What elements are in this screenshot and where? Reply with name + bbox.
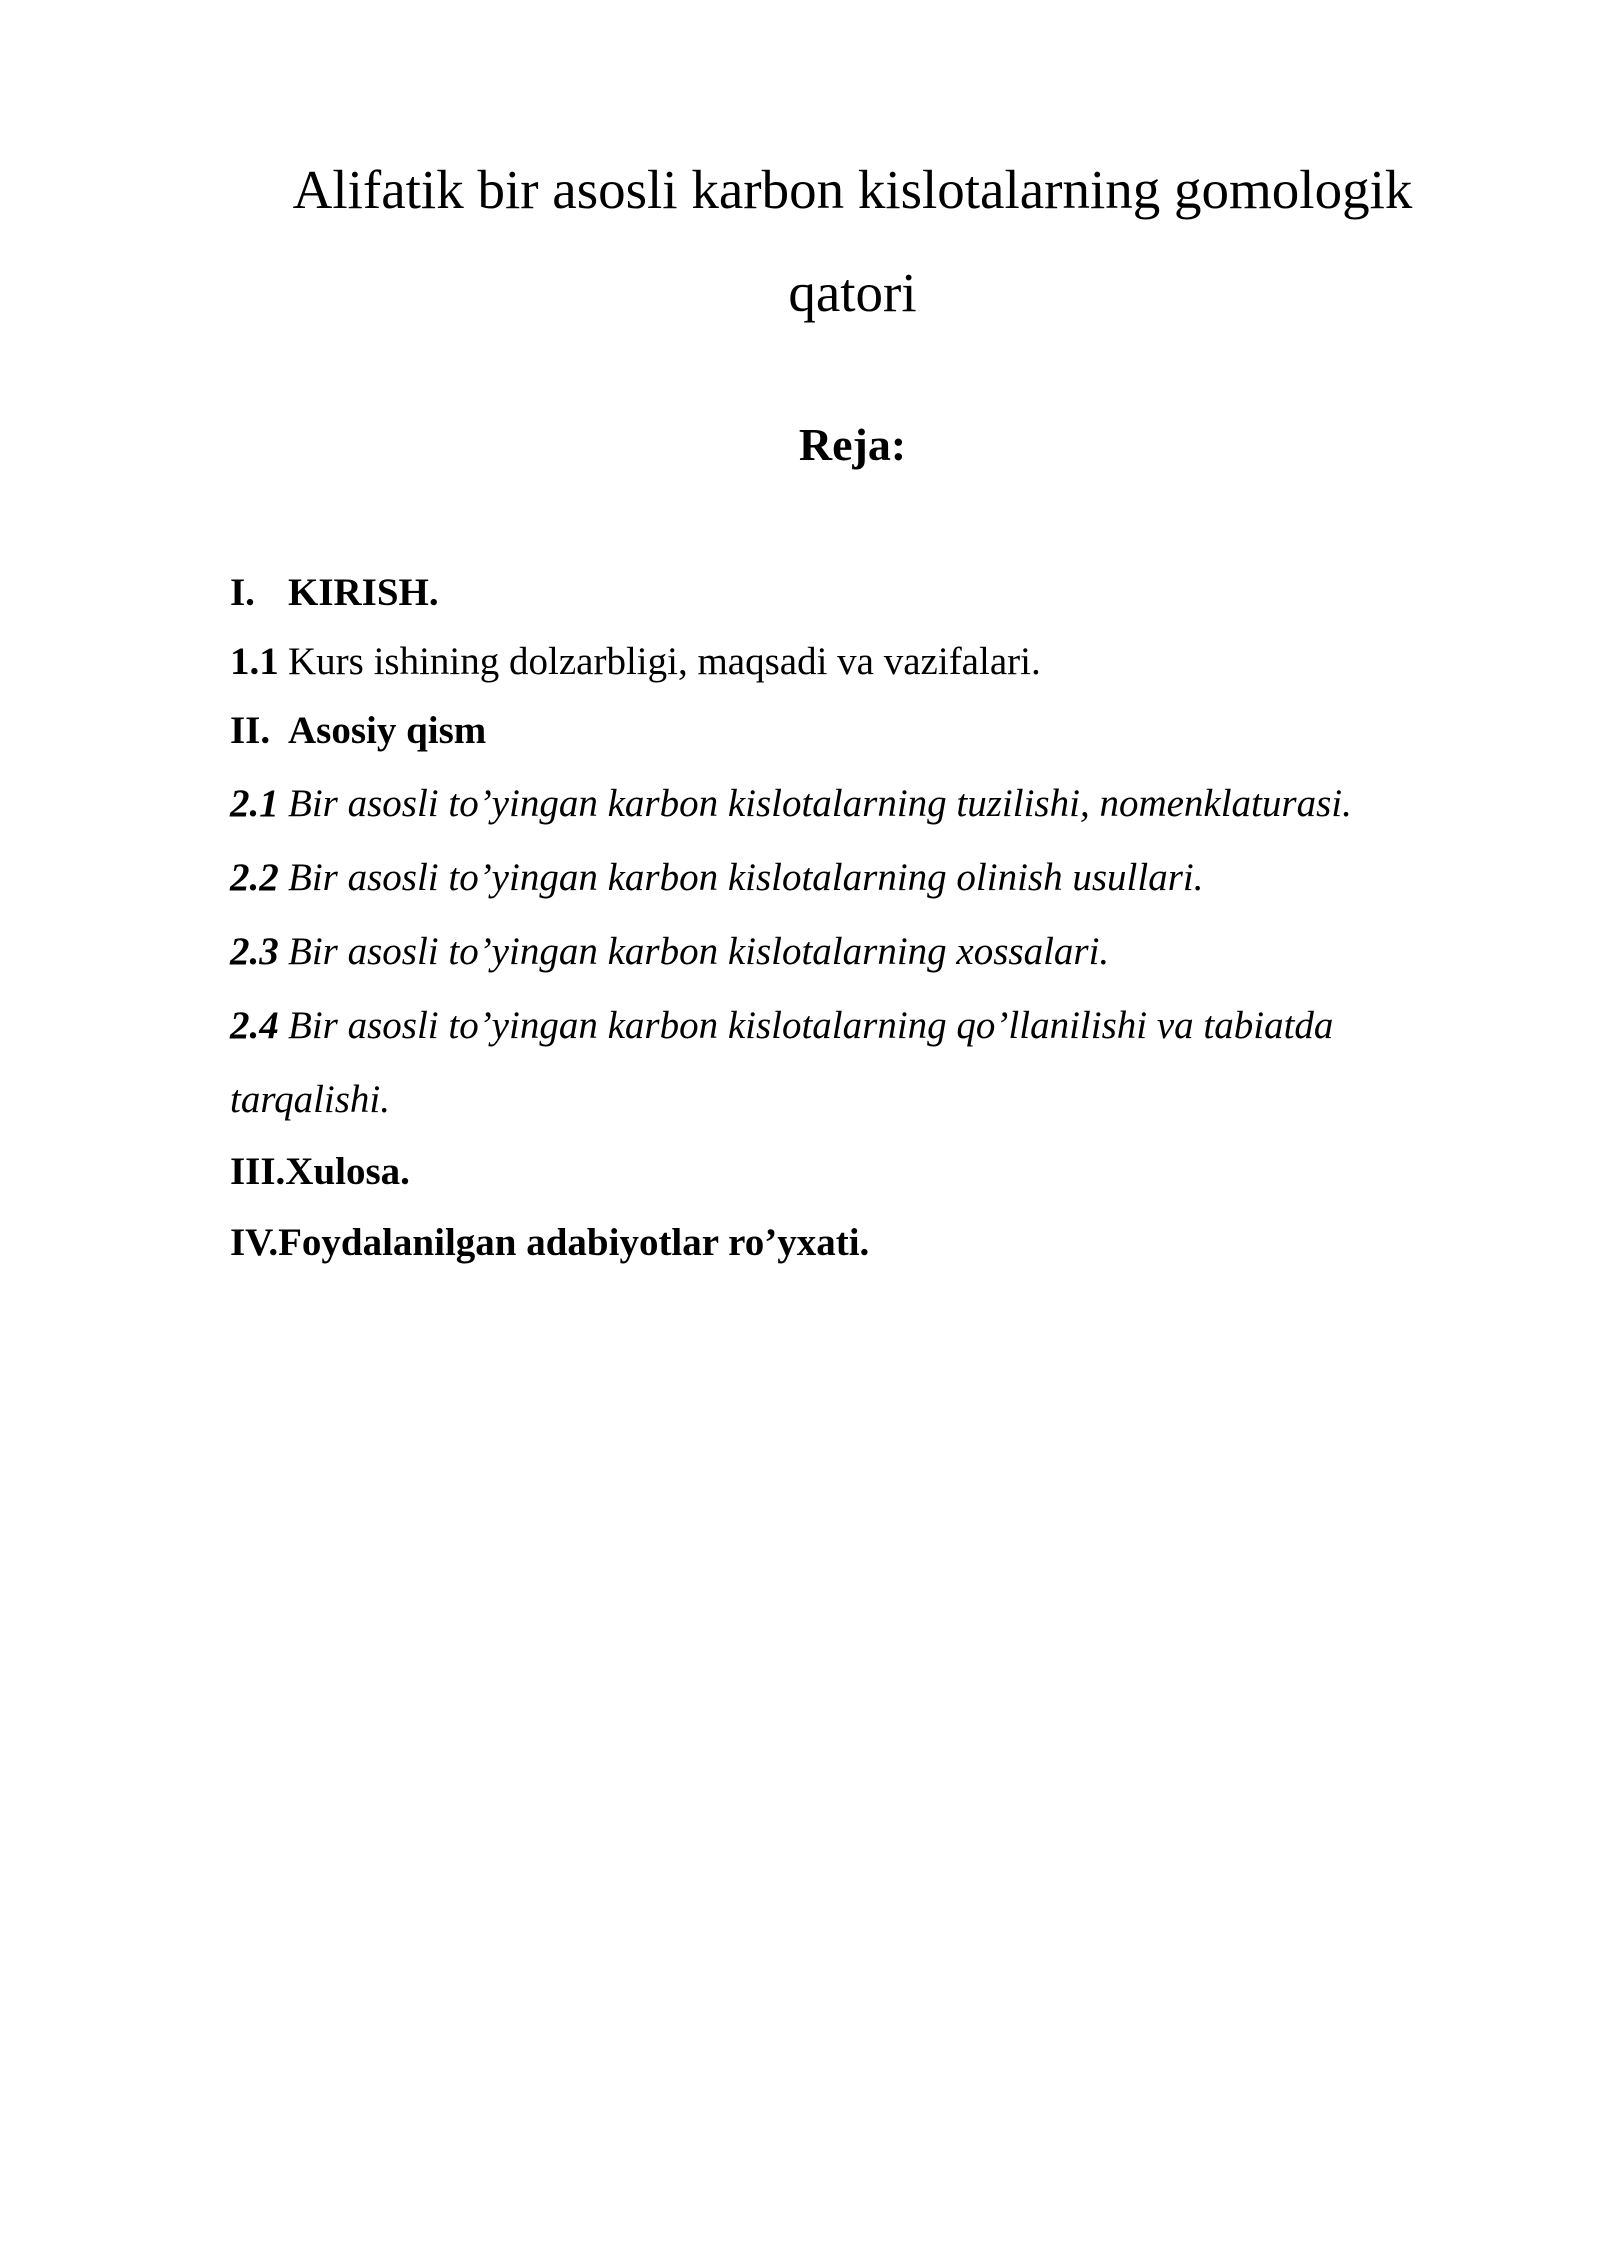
toc-item-number: 2.1 <box>230 782 279 825</box>
document-title-line-1: Alifatik bir asosli karbon kislotalarning gomologik <box>292 159 1413 220</box>
toc-item-main-part <box>230 703 1475 759</box>
toc-item-text: KIRISH. <box>288 571 439 614</box>
toc-item-text: Asosiy qism <box>288 709 487 752</box>
toc-item-introduction <box>230 565 1475 621</box>
toc-item-text: Bir asosli to’yingan karbon kislotalarning xossalari. <box>288 930 1110 973</box>
toc-item-2-1 <box>230 776 1475 832</box>
toc-item-text: Bir asosli to’yingan karbon kislotalarning tuzilishi, nomenklaturasi. <box>288 782 1352 825</box>
toc-item-text: Bir asosli to’yingan karbon kislotalarning qo’llanilishi va tabiatda <box>288 1004 1334 1047</box>
toc-item-text: Bir asosli to’yingan karbon kislotalarning olinish usullari. <box>288 856 1204 899</box>
toc-item-2-2 <box>230 850 1475 906</box>
toc-item-number: II. <box>230 709 271 752</box>
toc-item-conclusion <box>230 1144 1475 1200</box>
document-title-line-2: qatori <box>788 262 917 323</box>
toc-item-2-4 <box>230 998 1475 1054</box>
toc-item-number: 2.4 <box>230 1004 279 1047</box>
toc-item-2-4-continuation <box>230 1072 1475 1128</box>
toc-item-number: 2.2 <box>230 856 279 899</box>
toc-item-text: Kurs ishining dolzarbligi, maqsadi va vazifalari. <box>288 640 1041 683</box>
plan-heading: Reja: <box>798 419 907 470</box>
toc-item-number: I. <box>230 571 255 614</box>
toc-item-text: Xulosa. <box>285 1150 410 1193</box>
toc-item-number: III. <box>230 1150 286 1193</box>
toc-item-2-3 <box>230 924 1475 980</box>
toc-item-number: 2.3 <box>230 930 279 973</box>
toc-item-1-1 <box>230 634 1475 690</box>
toc-item-number: IV. <box>230 1221 279 1264</box>
toc-item-text: Foydalanilgan adabiyotlar ro’yxati. <box>278 1221 870 1264</box>
toc-item-references <box>230 1215 1475 1271</box>
toc-item-number: 1.1 <box>230 640 279 683</box>
toc-item-text-continuation: tarqalishi. <box>230 1078 390 1121</box>
